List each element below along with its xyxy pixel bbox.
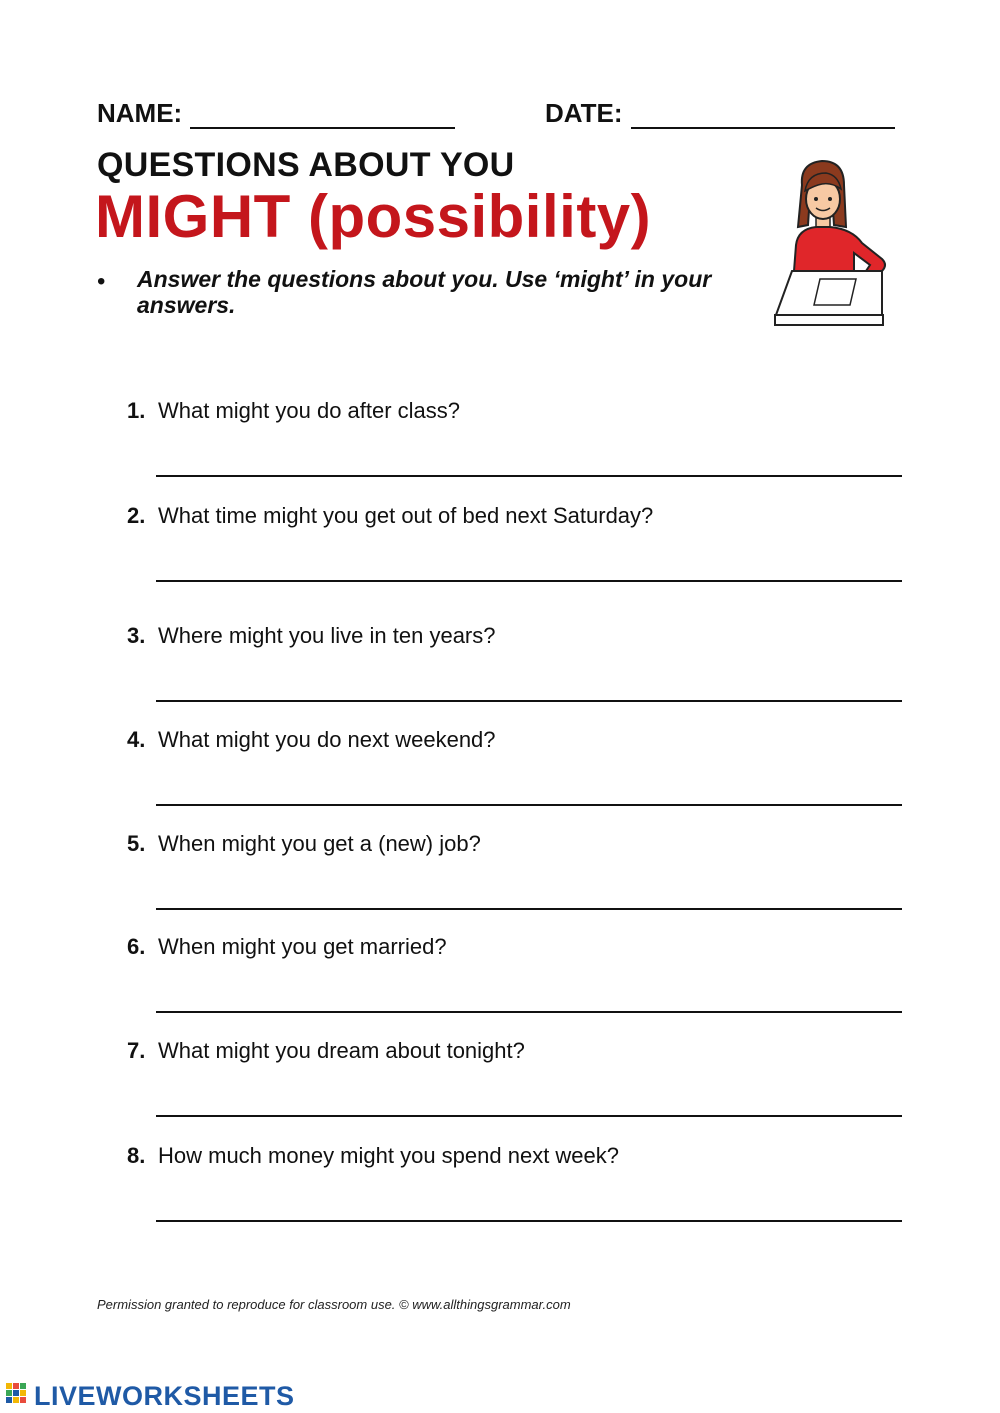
question-text: What time might you get out of bed next Saturday? [158, 503, 654, 528]
answer-line[interactable] [156, 1220, 902, 1222]
question-number: 4. [127, 727, 146, 752]
question-text: What might you dream about tonight? [158, 1038, 525, 1063]
answer-line[interactable] [156, 908, 902, 910]
name-label: NAME: [97, 98, 183, 128]
question-text: What might you do after class? [158, 398, 461, 423]
liveworksheets-logo-icon [6, 1383, 32, 1407]
date-label: DATE: [545, 98, 623, 128]
question-number: 3. [127, 623, 146, 648]
worksheet-subtitle: QUESTIONS ABOUT YOU [97, 146, 515, 184]
name-field [97, 98, 455, 129]
answer-line[interactable] [156, 580, 902, 582]
question-text: Where might you live in ten years? [158, 623, 496, 648]
brand-name: LIVEWORKSHEETS [34, 1381, 295, 1411]
instruction-text: Answer the questions about you. Use ‘might’ in your answers. [137, 266, 712, 318]
name-input-line[interactable] [190, 105, 455, 129]
answer-line[interactable] [156, 475, 902, 477]
question-number: 6. [127, 934, 146, 959]
question-text: What might you do next weekend? [158, 727, 496, 752]
copyright-footer: Permission granted to reproduce for classroom use. © www.allthingsgrammar.com [97, 1297, 571, 1312]
answer-line[interactable] [156, 1115, 902, 1117]
question-number: 1. [127, 398, 146, 423]
question-text: When might you get a (new) job? [158, 831, 481, 856]
date-input-line[interactable] [631, 105, 895, 129]
answer-line[interactable] [156, 700, 902, 702]
bullet-icon: • [97, 268, 106, 295]
answer-line[interactable] [156, 804, 902, 806]
worksheet-title: MIGHT (possibility) [95, 183, 652, 250]
question-number: 2. [127, 503, 146, 528]
question-number: 8. [127, 1143, 146, 1168]
question-number: 7. [127, 1038, 146, 1063]
question-text: How much money might you spend next week? [158, 1143, 620, 1168]
header-row [97, 98, 903, 132]
question-number: 5. [127, 831, 146, 856]
question-text: When might you get married? [158, 934, 447, 959]
date-field [545, 98, 895, 129]
student-writing-illustration [770, 155, 890, 331]
answer-line[interactable] [156, 1011, 902, 1013]
